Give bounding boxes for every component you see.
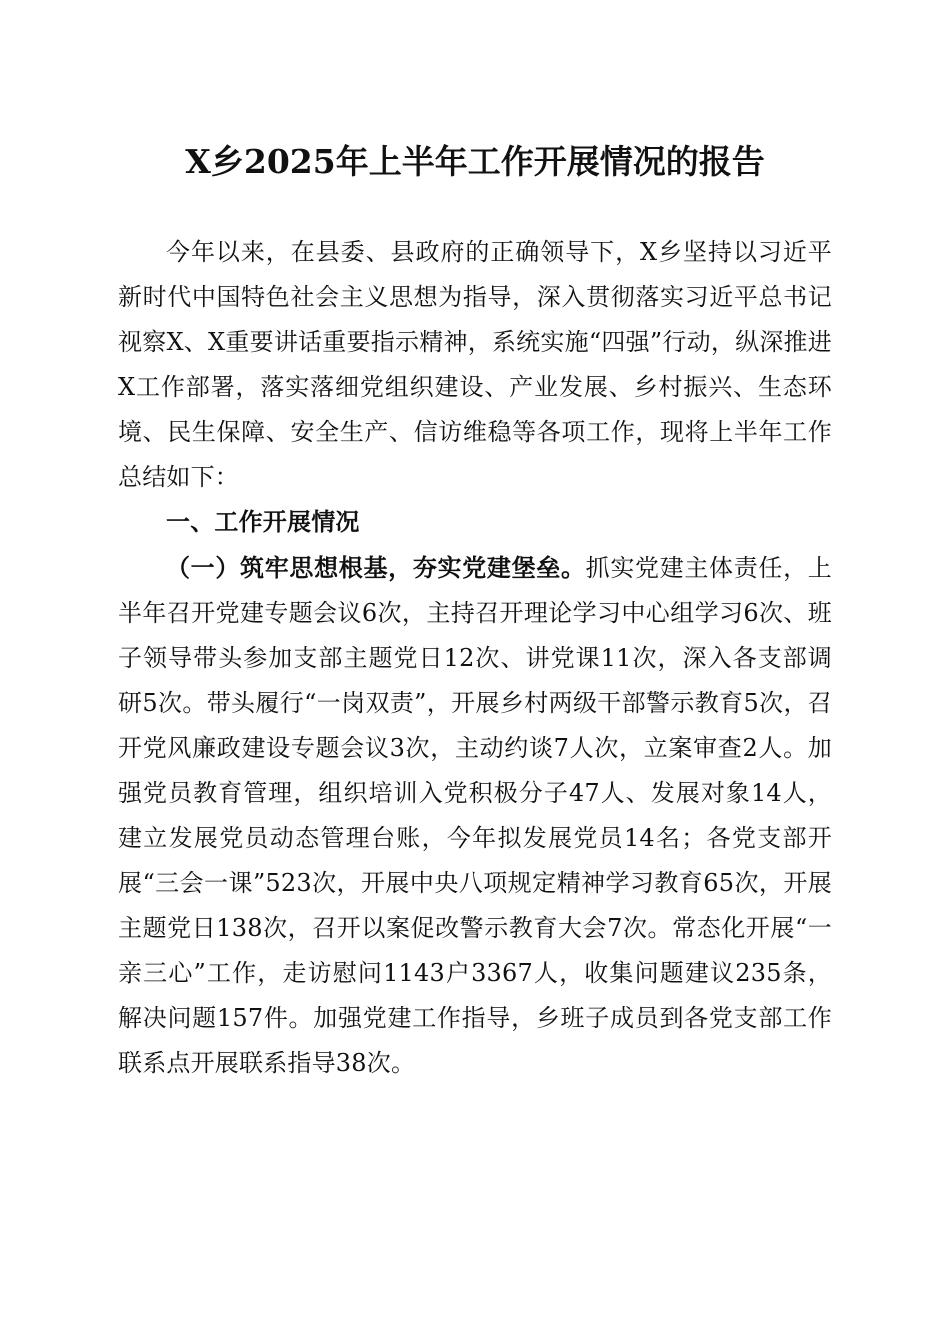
intro-paragraph: 今年以来，在县委、县政府的正确领导下，X乡坚持以习近平新时代中国特色社会主义思想为指导，深入贯彻落实习近平总书记视察X、X重要讲话重要指示精神，系统实施“四强”行动，纵深推进X工作部署，落实落细党组织建设、产业发展、乡村振兴、生态环境、民生保障、安全生产、信访维稳等各项工作，现将上半年工作总结如下： xyxy=(118,238,832,491)
document-title: X乡2025年上半年工作开展情况的报告 xyxy=(185,142,765,181)
section-heading-1: 一、工作开展情况 xyxy=(166,508,360,536)
item-1-lead: （一）筑牢思想根基，夯实党建堡垒。 xyxy=(166,553,586,582)
item-1-paragraph xyxy=(118,545,832,1086)
document-body xyxy=(118,230,832,1086)
item-1-body: 抓实党建主体责任，上半年召开党建专题会议6次，主持召开理论学习中心组学习6次、班子领导带头参加支部主题党日12次、讲党课11次，深入各支部调研5次。带头履行“一岗双责”，开展乡村两级干部警示教育5次，召开党风廉政建设专题会议3次，主动约谈7人次，立案审查2人。加强党员教育管理，组织培训入党积极分子47人、发展对象14人，建立发展党员动态管理台账，今年拟发展党员14名；各党支部开展“三会一课”523次，开展中央八项规定精神学习教育65次，开展主题党日138次，召开以案促改警示教育大会7次。常态化开展“一亲三心”工作，走访慰问1143户3367人，收集问题建议235条，解决问题157件。加强党建工作指导，乡班子成员到各党支部工作联系点开展联系指导38次。 xyxy=(118,554,832,1077)
